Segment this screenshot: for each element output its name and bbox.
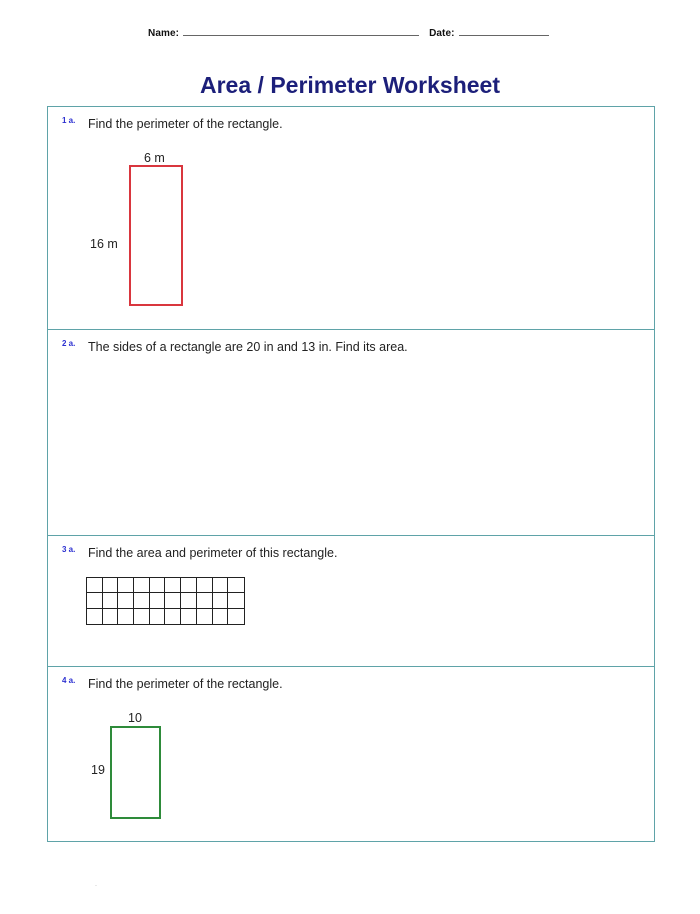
grid-cell [213, 578, 229, 593]
grid-cell [118, 593, 134, 608]
grid-cell [150, 609, 166, 624]
grid-cell [228, 609, 244, 624]
question-number: 2 a. [62, 339, 76, 348]
grid-cell [165, 578, 181, 593]
grid-cell [103, 593, 119, 608]
rectangle-figure [110, 726, 161, 819]
question-1 [48, 107, 654, 330]
question-text: Find the perimeter of the rectangle. [88, 117, 283, 131]
footer-mark: · [95, 883, 97, 889]
grid-cell [118, 609, 134, 624]
grid-cell [103, 609, 119, 624]
grid-cell [213, 593, 229, 608]
grid-cell [87, 578, 103, 593]
rectangle-top-label: 6 m [144, 151, 165, 165]
question-number: 1 a. [62, 116, 76, 125]
rectangle-side-label: 16 m [90, 237, 118, 251]
rectangle-figure [129, 165, 183, 306]
grid-cell [197, 578, 213, 593]
grid-cell [150, 578, 166, 593]
question-4 [48, 667, 654, 843]
grid-cell [87, 593, 103, 608]
question-3 [48, 536, 654, 667]
grid-cell [228, 593, 244, 608]
question-number: 3 a. [62, 545, 76, 554]
grid-cell [197, 609, 213, 624]
question-text: Find the area and perimeter of this rectangle. [88, 546, 338, 560]
grid-cell [197, 593, 213, 608]
grid-cell [134, 578, 150, 593]
grid-rectangle-figure [86, 577, 245, 625]
grid-cell [181, 578, 197, 593]
worksheet-title: Area / Perimeter Worksheet [200, 72, 500, 98]
grid-cell [87, 609, 103, 624]
rectangle-side-label: 19 [91, 763, 105, 777]
grid-cell [134, 609, 150, 624]
rectangle-top-label: 10 [128, 711, 142, 725]
grid-cell [118, 578, 134, 593]
date-field[interactable] [459, 26, 549, 36]
grid-cell [228, 578, 244, 593]
grid-cell [150, 593, 166, 608]
question-number: 4 a. [62, 676, 76, 685]
name-date-header [148, 26, 549, 39]
worksheet-box [47, 106, 655, 842]
question-text: The sides of a rectangle are 20 in and 13 in. Find its area. [88, 340, 408, 354]
grid-cell [165, 609, 181, 624]
grid-cell [134, 593, 150, 608]
name-field[interactable] [183, 26, 419, 36]
grid-cell [165, 593, 181, 608]
grid-cell [103, 578, 119, 593]
grid-cell [213, 609, 229, 624]
question-2 [48, 330, 654, 536]
question-text: Find the perimeter of the rectangle. [88, 677, 283, 691]
name-label: Name: [148, 28, 180, 39]
date-label: Date: [429, 28, 455, 39]
grid-cell [181, 593, 197, 608]
grid-cell [181, 609, 197, 624]
